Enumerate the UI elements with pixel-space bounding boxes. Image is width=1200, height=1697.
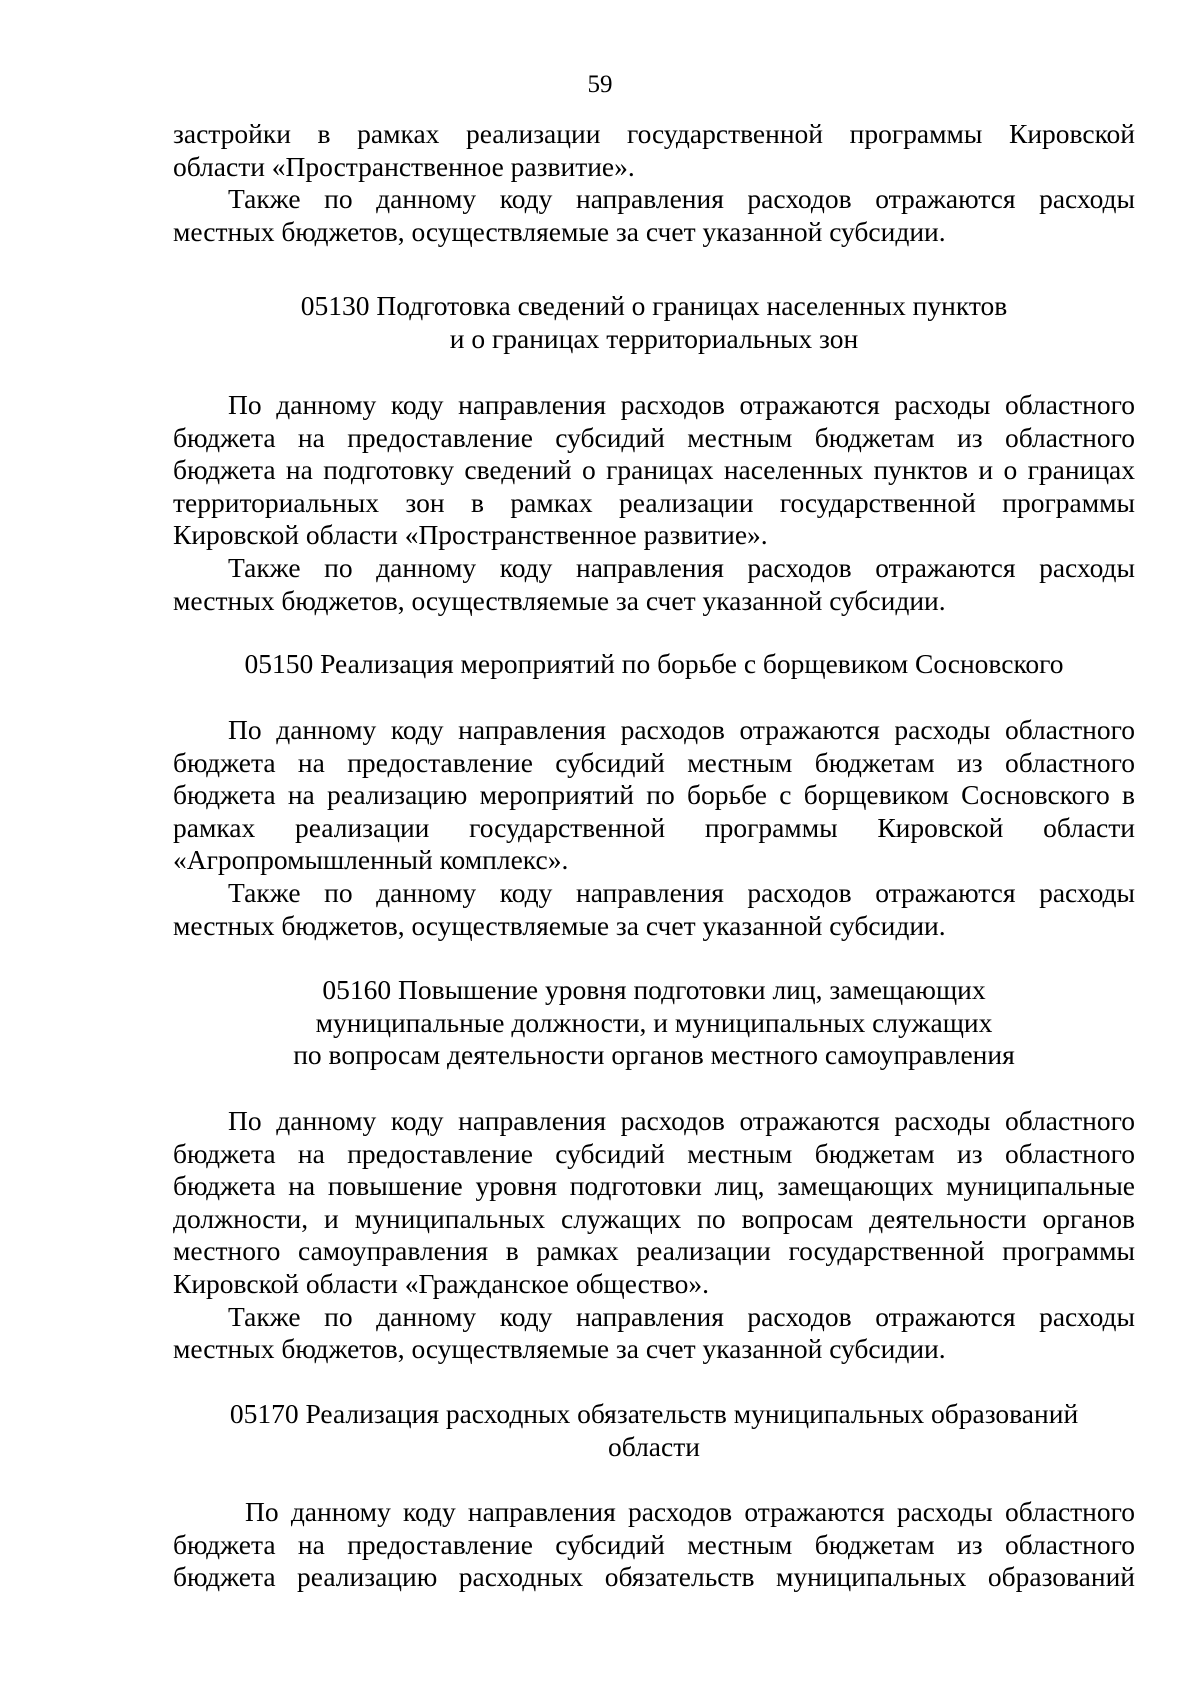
text-line: бюджета на предоставление субсидий местным бюджетам из областного xyxy=(173,1137,1135,1169)
text-line: должности, и муниципальных служащих по вопросам деятельности органов xyxy=(173,1202,1135,1234)
text-line: Также по данному коду направления расходов отражаются расходы xyxy=(228,183,1135,215)
text-line: местных бюджетов, осуществляемые за счет указанной субсидии. xyxy=(173,909,946,941)
text-line: местного самоуправления в рамках реализации государственной программы xyxy=(173,1235,1135,1267)
text-line: территориальных зон в рамках реализации государственной программы xyxy=(173,486,1135,518)
text-line: местных бюджетов, осуществляемые за счет указанной субсидии. xyxy=(173,215,946,247)
section-heading-05170 xyxy=(173,1398,1135,1463)
text-line: бюджета на предоставление субсидий местным бюджетам из областного xyxy=(173,746,1135,778)
text-line: области «Пространственное развитие». xyxy=(173,150,635,182)
page-number: 59 xyxy=(587,71,613,98)
text-line: бюджета на реализацию мероприятий по борьбе с борщевиком Сосновского в xyxy=(173,779,1135,811)
paragraph-05160 xyxy=(173,1105,1135,1366)
text-line: По данному коду направления расходов отражаются расходы областного xyxy=(228,389,1135,420)
heading-line: 05160 Повышение уровня подготовки лиц, замещающих xyxy=(322,974,986,1005)
heading-line: и о границах территориальных зон xyxy=(449,322,859,354)
heading-line: 05130 Подготовка сведений о границах населенных пунктов xyxy=(300,290,1008,321)
paragraph-05150 xyxy=(173,714,1135,942)
section-heading-05150 xyxy=(173,648,1135,681)
text-line: Также по данному коду направления расходов отражаются расходы xyxy=(228,551,1135,583)
paragraph-continuation xyxy=(173,118,1135,248)
paragraph-05130 xyxy=(173,389,1135,617)
text-line: По данному коду направления расходов отражаются расходы областного xyxy=(228,1105,1135,1136)
text-line: Кировской области «Гражданское общество». xyxy=(173,1267,710,1299)
text-line: Также по данному коду направления расходов отражаются расходы xyxy=(228,1300,1135,1332)
text-line: рамках реализации государственной программы Кировской области xyxy=(173,811,1135,843)
text-line: бюджета на подготовку сведений о границах населенных пунктов и о границах xyxy=(173,454,1135,486)
text-line: Кировской области «Пространственное развитие». xyxy=(173,519,768,551)
text-line: бюджета на повышение уровня подготовки лиц, замещающих муниципальные xyxy=(173,1170,1135,1202)
text-line: «Агропромышленный комплекс». xyxy=(173,844,569,876)
text-line: местных бюджетов, осуществляемые за счет указанной субсидии. xyxy=(173,584,946,616)
heading-line: по вопросам деятельности органов местного самоуправления xyxy=(293,1039,1015,1071)
heading-line: 05150 Реализация мероприятий по борьбе с борщевиком Сосновского xyxy=(244,648,1064,679)
heading-line: 05170 Реализация расходных обязательств муниципальных образований xyxy=(229,1398,1079,1429)
text-line: застройки в рамках реализации государственной программы Кировской xyxy=(173,118,1135,149)
text-line: По данному коду направления расходов отражаются расходы областного xyxy=(228,714,1135,745)
section-heading-05160 xyxy=(173,974,1135,1072)
text-line: Также по данному коду направления расходов отражаются расходы xyxy=(228,876,1135,908)
text-line: местных бюджетов, осуществляемые за счет указанной субсидии. xyxy=(173,1333,946,1365)
heading-line: муниципальные должности, и муниципальных служащих xyxy=(315,1006,993,1038)
section-heading-05130 xyxy=(173,290,1135,355)
heading-line: области xyxy=(608,1430,700,1462)
text-line: По данному коду направления расходов отражаются расходы областного xyxy=(245,1496,1135,1527)
text-line: бюджета на предоставление субсидий местным бюджетам из областного xyxy=(173,421,1135,453)
paragraph-05170 xyxy=(173,1496,1135,1594)
text-line: бюджета на предоставление субсидий местным бюджетам из областного xyxy=(173,1528,1135,1560)
text-line: бюджета реализацию расходных обязательств муниципальных образований xyxy=(173,1561,1135,1593)
